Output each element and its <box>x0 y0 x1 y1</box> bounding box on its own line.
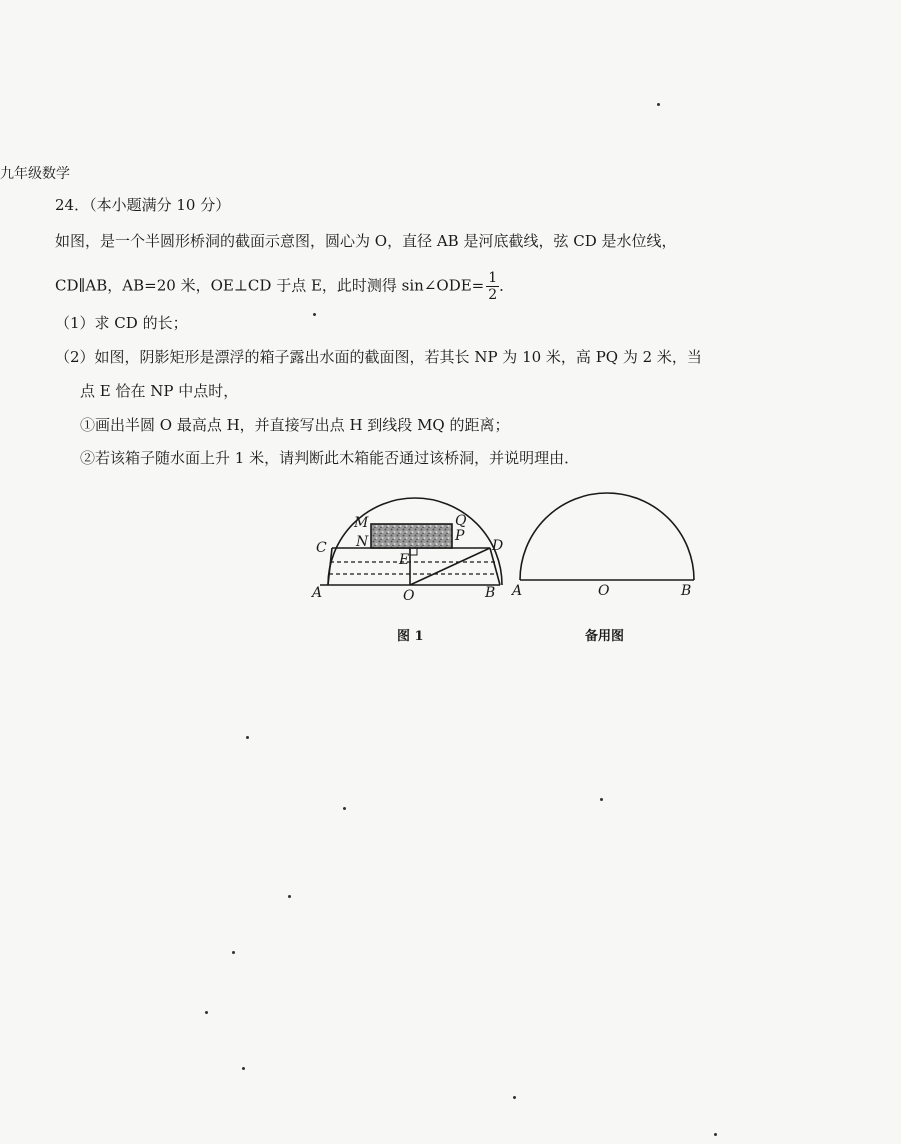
figure2-label-a: A <box>512 583 523 599</box>
figure1-label-a: A <box>312 585 323 601</box>
figure1-label-c: C <box>316 540 327 556</box>
question-text-line2 <box>55 270 514 303</box>
figure1-label-p: P <box>455 528 465 544</box>
figure1-right-angle-mark <box>410 548 417 555</box>
question-text-line2-end: ． <box>499 276 515 295</box>
scan-speck <box>246 736 249 739</box>
part1-text: （1）求 CD 的长； <box>55 314 188 332</box>
figure1-box <box>371 524 452 548</box>
part2-text-b: 点 E 恰在 NP 中点时， <box>80 382 239 400</box>
figure1-label-b: B <box>485 585 496 601</box>
question-text-line2-main: CD∥AB，AB=20 米，OE⊥CD 于点 E，此时测得 sin∠ODE= <box>55 276 485 295</box>
scan-speck <box>513 1096 516 1099</box>
figure1-label-q: Q <box>455 513 467 529</box>
figures <box>300 480 720 620</box>
figure1-od <box>410 548 490 585</box>
figure1-label-o: O <box>403 588 415 604</box>
subpart2-text: ②若该箱子随水面上升 1 米，请判断此木箱能否通过该桥洞，并说明理由． <box>80 449 580 467</box>
scan-speck <box>232 951 235 954</box>
figure1-label-m: M <box>354 515 369 531</box>
figure2-label-o: O <box>598 583 610 599</box>
subpart1-text: ①画出半圆 O 最高点 H，并直接写出点 H 到线段 MQ 的距离； <box>80 416 510 434</box>
scan-speck <box>714 1133 717 1136</box>
figure1-label-e: E <box>399 552 410 568</box>
scan-speck <box>600 798 603 801</box>
grade-subject-header: 九年级数学 <box>0 166 70 182</box>
figure1-caption: 图 1 <box>397 629 424 644</box>
scan-speck <box>242 1067 245 1070</box>
fraction-numerator: 1 <box>488 270 498 286</box>
figure1-label-n: N <box>356 534 369 550</box>
scan-speck <box>313 313 316 316</box>
scan-speck <box>288 895 291 898</box>
figure1-diagram <box>320 498 502 585</box>
figure2-label-b: B <box>681 583 692 599</box>
scan-speck <box>657 103 660 106</box>
fraction-denominator: 2 <box>488 287 498 303</box>
scan-speck <box>343 807 346 810</box>
figure2-diagram <box>520 493 694 580</box>
question-text-line1: 如图，是一个半圆形桥洞的截面示意图，圆心为 O，直径 AB 是河底截线，弦 CD 是水位线， <box>55 232 677 250</box>
figure1-water-left <box>328 548 332 585</box>
figure2-semicircle <box>520 493 694 580</box>
figure1-label-d: D <box>492 538 504 554</box>
fraction <box>486 270 499 303</box>
question-number: 24．（本小题满分 10 分） <box>55 196 231 214</box>
part2-text-a: （2）如图，阴影矩形是漂浮的箱子露出水面的截面图，若其长 NP 为 10 米，高 PQ 为 2 米，当 <box>55 348 702 366</box>
scan-speck <box>205 1011 208 1014</box>
figure2-caption: 备用图 <box>585 629 625 644</box>
